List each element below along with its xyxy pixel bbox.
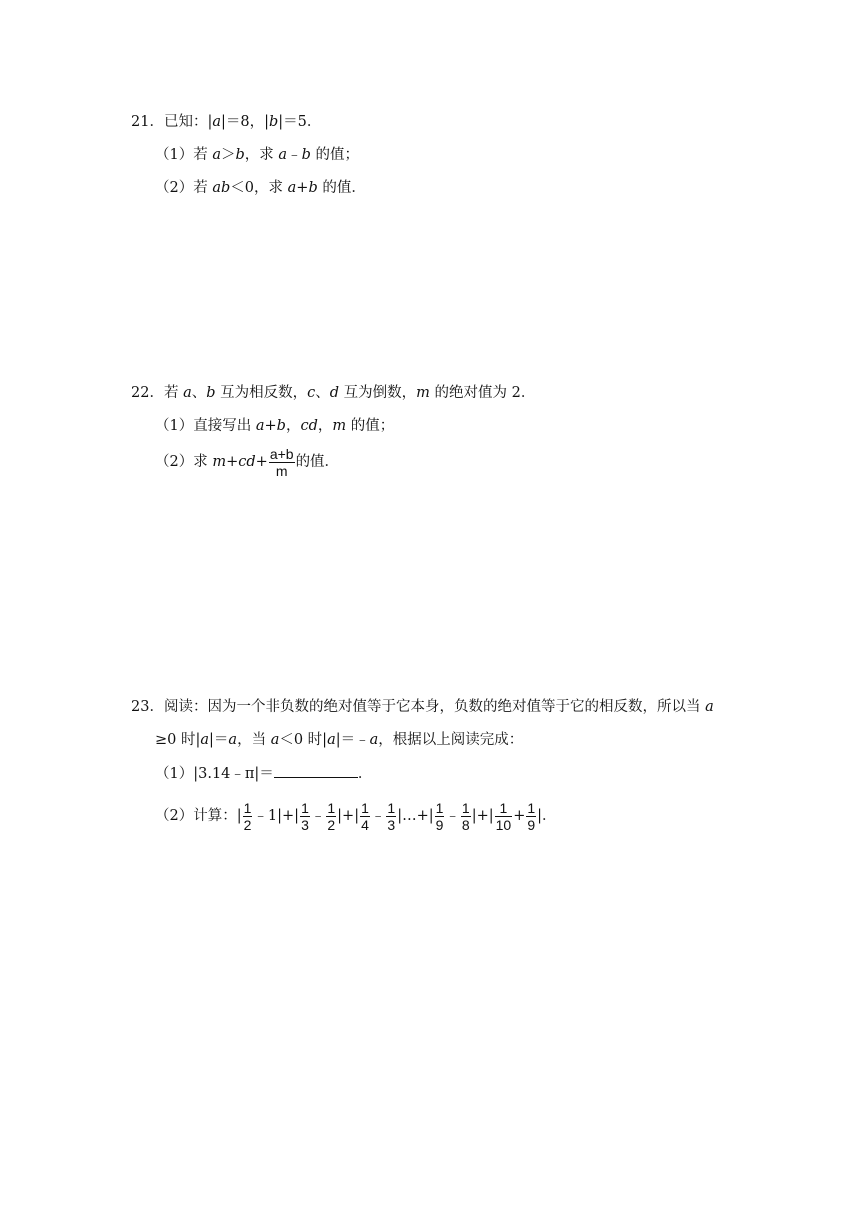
q21-part1: （1）若 a＞b，求 a﹣b 的值； (155, 147, 359, 163)
fraction: $\frac{1}{2}$ (327, 799, 336, 833)
q22-stem: 22．若 a、b 互为相反数，c、d 互为倒数，m 的绝对值为 2． (131, 385, 536, 401)
fraction: $\frac{1}{9}$ (435, 799, 444, 833)
q21-number: 21． (131, 114, 164, 130)
fraction: $\frac{1}{4}$ (361, 799, 369, 833)
fraction: $\frac{1}{10}$ (495, 799, 512, 833)
q23-part1: （1）|3.14﹣π|＝ ． (155, 763, 372, 784)
fraction-a-plus-b-over-m: $\frac{a+b}{m}$ (269, 445, 294, 479)
fraction: $\frac{1}{2}$ (243, 799, 252, 833)
q23-number: 23． (131, 699, 164, 715)
q23-stem-line1: 23．阅读：因为一个非负数的绝对值等于它本身，负数的绝对值等于它的相反数，所以当 a (131, 699, 714, 715)
fraction: $\frac{1}{9}$ (527, 799, 536, 833)
q21-part2: （2）若 ab＜0，求 a+b 的值． (155, 180, 366, 196)
q23-stem-line2: ≥0 时|a|＝a，当 a＜0 时|a|＝﹣a，根据以上阅读完成： (155, 732, 524, 748)
q23-part2: （2）计算：| $\frac{1}{2}$ ﹣1|+| $\frac{1}{3}$ ﹣ $\frac{1}{2}$ |+| $\frac{1}{4}$ ﹣ $\frac{1}{3}$ |…+| $\frac{1}{9}$ ﹣ $\frac{1}{8}$ |+| $\frac{1}{10}$ + $\frac{1}{9}$ |． (155, 799, 557, 833)
q22-part1: （1）直接写出 a+b，cd，m 的值； (155, 418, 395, 434)
q21-stem: 21．已知：|a|＝8，|b|＝5． (131, 114, 322, 130)
fraction: $\frac{1}{3}$ (387, 799, 396, 833)
q22-part2: （2）求 m+cd+ $\frac{a+b}{m}$ 的值． (155, 445, 340, 479)
q22-number: 22． (131, 385, 164, 401)
fraction: $\frac{1}{8}$ (461, 799, 470, 833)
fraction: $\frac{1}{3}$ (301, 799, 309, 833)
answer-blank (274, 763, 358, 778)
